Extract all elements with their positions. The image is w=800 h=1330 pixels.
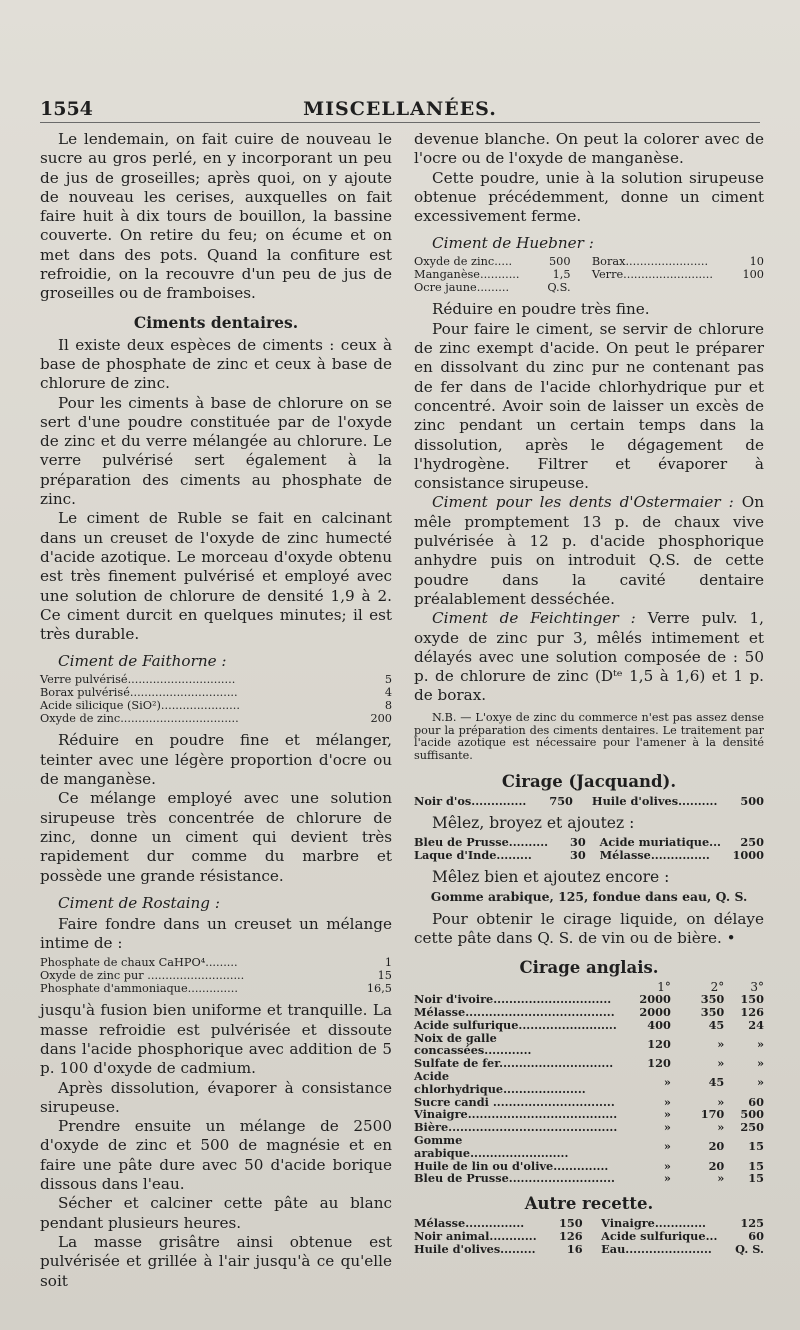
recipe-row [414, 849, 764, 862]
paragraph-ostermaier [414, 493, 764, 609]
page-header [40, 98, 760, 122]
recipe-row [414, 795, 764, 808]
cell: 126 [740, 1005, 764, 1020]
instruction-line: Mêlez, broyez et ajoutez : [432, 813, 635, 832]
recipe-table-cirage [414, 795, 764, 808]
left-column [40, 130, 392, 1291]
ingredient-qty: 4 [384, 686, 392, 700]
paragraph: Réduire en poudre fine et mélanger, teinter avec une légère proportion d'ocre ou de manganèse. [40, 731, 392, 789]
ingredient-qty: 1,5 [552, 268, 571, 282]
ingredient-name: Eau...................... [601, 1242, 712, 1257]
table-row [414, 1019, 764, 1032]
ingredient-name: Ocre jaune......... [414, 281, 510, 295]
paragraph: Prendre ensuite un mélange de 2500 d'oxyde de zinc et 500 de magnésie et en faire une pâte dure avec 50 d'acide borique dissous dans l'eau. [40, 1117, 392, 1194]
cell: » [756, 1056, 764, 1071]
cell: 350 [700, 1005, 725, 1020]
recipe-title-ostermaier: Ciment pour les dents d'Ostermaier : [432, 493, 734, 512]
ingredient-qty: 1000 [732, 847, 764, 862]
paragraph: Faire fondre dans un creuset un mélange intime de : [40, 914, 392, 953]
recipe-row [414, 836, 764, 849]
cell: 120 [647, 1056, 671, 1071]
recipe-table-huebner [414, 255, 764, 294]
paragraph: jusqu'à fusion bien uniforme et tranquille. La masse refroidie est pulvérisée et dissoute dans l'acide phosphorique avec addition de 5 p. 100 d'oxyde de cadmium. [40, 1001, 392, 1078]
ingredient-name [592, 281, 714, 294]
ingredient-name: Huile d'olives......... [414, 1242, 536, 1257]
ingredient-qty: 150 [559, 1216, 583, 1231]
recipe-title-rostaing: Ciment de Rostaing : [58, 893, 220, 912]
cell: » [717, 1120, 725, 1135]
paragraph: Le lendemain, on fait cuire de nouveau le sucre au gros perlé, en y incorporant un peu de jus de groseilles; après quoi, on y ajoute de nouveau les cerises, auxquelles on fait faire huit à dix tours de bouillon, la bassine couverte. On retire du feu; on écume et on met dans des pots. Quand la confiture est refroidie, on la recouvre d'un peu de jus de groseilles ou de framboises. [40, 130, 392, 303]
footnote: N.B. — L'oxye de zinc du commerce n'est pas assez dense pour la préparation des ciments dentaires. Le traitement par l'acide azotique est nécessaire pour l'amener à la densité suffisante. [414, 710, 764, 763]
paragraph: Ce mélange employé avec une solution sirupeuse très concentrée de chlorure de zinc, donne un ciment qui devient très rapidement dur comme du marbre et possède une grande résistance. [40, 789, 392, 885]
paragraph: devenue blanche. On peut la colorer avec de l'ocre ou de l'oxyde de manganèse. [414, 130, 764, 168]
right-column [414, 130, 764, 1262]
ingredient-name: Phosphate d'ammoniaque.............. [40, 982, 238, 996]
ingredient-qty: 8 [384, 699, 392, 713]
paragraph: Cette poudre, unie à la solution sirupeuse obtenue précédemment, donne un ciment excessivement ferme. [414, 168, 764, 226]
table-row [414, 1121, 764, 1134]
ingredient-name: Sulfate de fer............................. [414, 1056, 614, 1071]
recipe-table-cirage-anglais [414, 981, 764, 1186]
ingredient-qty: 750 [549, 793, 573, 808]
ingredient-qty: 1 [384, 956, 392, 970]
table-row [414, 1134, 764, 1160]
column-header: 2° [710, 979, 725, 994]
table-row [414, 1057, 764, 1070]
ingredient-name: Mélasse...................................... [414, 1005, 615, 1020]
cell: » [663, 1120, 671, 1135]
ingredient-qty: 16,5 [366, 982, 392, 996]
page-number: 1554 [40, 98, 93, 120]
ingredient-qty: 30 [570, 834, 586, 849]
ingredient-qty: 30 [570, 847, 586, 862]
recipe-row [40, 686, 392, 699]
cell: 120 [647, 1037, 671, 1052]
paragraph: La masse grisâtre ainsi obtenue est pulvérisée et grillée à l'air jusqu'à ce qu'elle soit [40, 1232, 392, 1290]
cell: 150 [740, 992, 764, 1007]
recipe-row [414, 1243, 764, 1256]
ingredient-name: Oxyde de zinc pur ........................... [40, 969, 245, 983]
recipe-title-huebner: Ciment de Huebner : [432, 234, 594, 253]
cell: 2000 [639, 1005, 671, 1020]
spacer [583, 1217, 602, 1230]
ingredient-name: Acide silicique (SiO²)...................... [40, 699, 240, 713]
cell: 24 [748, 1017, 764, 1032]
ingredient-name: Phosphate de chaux CaHPO⁴......... [40, 956, 238, 970]
recipe-row [40, 969, 392, 982]
cell: 60 [748, 1094, 764, 1109]
ingredient-name: Gomme arabique......................... [414, 1133, 569, 1160]
ingredient-name: Oxyde de zinc..... [414, 255, 513, 269]
table-row [414, 1070, 764, 1096]
cell: 15 [748, 1171, 764, 1186]
spacer [571, 255, 592, 268]
recipe-row [40, 712, 392, 725]
cell: » [717, 1037, 725, 1052]
paragraph: Après dissolution, évaporer à consistance sirupeuse. [40, 1078, 392, 1116]
ingredient-qty [714, 281, 764, 294]
section-heading-autre-recette: Autre recette. [524, 1194, 654, 1214]
ingredient-name: Mélasse............... [599, 847, 710, 862]
table-row [414, 1172, 764, 1185]
column-header: 3° [750, 979, 764, 994]
table-row [414, 1032, 764, 1058]
recipe-row [40, 982, 392, 995]
ingredient-qty: 60 [748, 1229, 764, 1244]
paragraph: Pour faire le ciment, se servir de chlorure de zinc exempt d'acide. On peut le préparer en dissolvant du zinc pur ne contenant pas de fer dans de l'acide chlorhydrique pur et concentré. Avoir soin de laisser un excès de zinc pendant un certain temps dans la dissolution, après le dégagement de l'hydrogène. Filtrer et évaporer à consistance sirupeuse. [414, 319, 764, 493]
spacer [571, 268, 592, 281]
ingredient-qty: 500 [548, 255, 571, 269]
spacer [586, 849, 600, 862]
instruction-gomme: Gomme arabique, 125, fondue dans eau, Q. S. [430, 888, 748, 904]
ingredient-qty: 10 [749, 255, 764, 269]
recipe-title-feichtinger: Ciment de Feichtinger : [432, 609, 636, 628]
ingredient-name: Vinaigre...................................... [414, 1107, 618, 1122]
cell: 45 [708, 1017, 725, 1032]
ingredient-name: Noix de galle concassées............ [414, 1030, 532, 1058]
cell: 2000 [639, 992, 671, 1007]
cell: » [663, 1075, 671, 1090]
ingredient-name: Bleu de Prusse........................... [414, 1171, 615, 1186]
cell: 350 [700, 992, 725, 1007]
ingredient-name: Bière........................................... [414, 1120, 618, 1135]
ingredient-name: Acide muriatique... [599, 834, 721, 849]
ingredient-qty: 16 [566, 1242, 583, 1257]
paragraph-text: Verre pulv. 1, oxyde de zinc pur 3, mêlés intimement et délayés avec une solution composée de : 50 p. de chlorure de zinc (Dᵗᵉ 1,5 à 1,6) et 1 p. de borax. [414, 609, 764, 705]
spacer [586, 836, 600, 849]
ingredient-name: Noir animal............ [414, 1229, 537, 1244]
cell: 170 [700, 1107, 725, 1122]
ingredient-name: Vinaigre............. [601, 1216, 706, 1231]
ingredient-name: Acide chlorhydrique..................... [414, 1069, 586, 1096]
paragraph: Le ciment de Ruble se fait en calcinant dans un creuset de l'oxyde de zinc humecté d'acide azotique. Le morceau d'oxyde obtenu est très finement pulvérisé et employé avec une solution de chlorure de densité 1,9 à 2. Ce ciment durcit en quelques minutes; il est très durable. [40, 509, 392, 644]
cell: 20 [708, 1139, 725, 1154]
ingredient-name: Manganèse........... [414, 268, 520, 282]
ingredient-name: Verre......................... [591, 268, 713, 282]
section-heading-cirage-anglais: Cirage anglais. [519, 957, 659, 977]
ingredient-name: Sucre candi ............................... [414, 1094, 615, 1109]
ingredient-qty: 126 [559, 1229, 583, 1244]
ingredient-name: Mélasse............... [414, 1216, 525, 1231]
header-rule [40, 122, 760, 123]
cell: » [756, 1037, 764, 1052]
recipe-table-rostaing [40, 956, 392, 995]
instruction-line: Mêlez bien et ajoutez encore : [432, 867, 670, 886]
recipe-row [40, 673, 392, 686]
cell: » [663, 1094, 671, 1109]
section-heading-ciments: Ciments dentaires. [133, 312, 299, 332]
paragraph: Il existe deux espèces de ciments : ceux à base de phosphate de zinc et ceux à base de chlorure de zinc. [40, 335, 392, 393]
ingredient-qty: Q. S. [735, 1242, 764, 1257]
ingredient-qty: 250 [740, 834, 764, 849]
ingredient-qty: Q.S. [547, 281, 571, 295]
column-header: 1° [657, 979, 671, 994]
paragraph-text: On mêle promptement 13 p. de chaux vive pulvérisée à 12 p. d'acide phosphorique anhydre puis on introduit Q.S. de cette poudre dans la cavité dentaire préalablement desséchée. [414, 493, 764, 608]
ingredient-name: Borax....................... [591, 255, 709, 269]
cell: 45 [708, 1075, 725, 1090]
cell: 400 [647, 1017, 671, 1032]
ingredient-qty: 200 [370, 712, 392, 726]
cell: » [663, 1158, 671, 1173]
ingredient-name: Huile d'olives.......... [591, 793, 718, 808]
ingredient-name: Huile de lin ou d'olive.............. [414, 1158, 609, 1173]
recipe-row [40, 956, 392, 969]
ingredient-name: Bleu de Prusse.......... [414, 834, 549, 849]
ingredient-qty: 100 [742, 268, 764, 282]
recipe-title-faithorne: Ciment de Faithorne : [58, 652, 227, 671]
paragraph: Sécher et calciner cette pâte au blanc pendant plusieurs heures. [40, 1194, 392, 1232]
paragraph: Pour obtenir le cirage liquide, on délaye cette pâte dans Q. S. de vin ou de bière. • [414, 909, 764, 948]
ingredient-name: Borax pulvérisé.............................. [40, 686, 238, 700]
paragraph: Pour les ciments à base de chlorure on se sert d'une poudre constituée par de l'oxyde de zinc et du verre mélangée au chlorure. Le verre pulvérisé sert également à la préparation des ciments au phosphate de zinc. [40, 393, 392, 509]
cell: » [663, 1107, 671, 1122]
ingredient-name: Acide sulfurique... [601, 1229, 718, 1244]
ingredient-qty: 125 [740, 1216, 764, 1231]
running-title: MISCELLANÉES. [303, 98, 497, 120]
recipe-table-cirage-2 [414, 836, 764, 862]
cell: » [717, 1171, 725, 1186]
ingredient-name: Laque d'Inde......... [414, 847, 532, 862]
cell: 500 [740, 1107, 764, 1122]
ingredient-name: Acide sulfurique......................... [414, 1017, 617, 1032]
spacer [571, 281, 592, 294]
ingredient-qty: 5 [384, 673, 392, 687]
table-row [414, 1006, 764, 1019]
cell: » [717, 1056, 725, 1071]
ingredient-name: Noir d'ivoire.............................. [414, 992, 612, 1007]
ingredient-qty: 500 [740, 793, 764, 808]
cell: 250 [740, 1120, 764, 1135]
paragraph: Réduire en poudre très fine. [432, 300, 650, 319]
cell: » [663, 1171, 671, 1186]
spacer [583, 1230, 602, 1243]
recipe-table-autre [414, 1217, 764, 1256]
paragraph-feichtinger [414, 609, 764, 705]
recipe-row [414, 255, 764, 268]
cell: » [756, 1075, 764, 1090]
ingredient-name: Verre pulvérisé.............................. [40, 673, 236, 687]
recipe-row [414, 281, 764, 294]
ingredient-name: Oxyde de zinc................................. [40, 712, 239, 726]
spacer [583, 1243, 602, 1256]
cell: 20 [708, 1158, 725, 1173]
cell: 15 [748, 1158, 764, 1173]
ingredient-qty: 15 [377, 969, 392, 983]
ingredient-name: Noir d'os.............. [414, 793, 527, 808]
recipe-row [40, 699, 392, 712]
recipe-row [414, 268, 764, 281]
section-heading-cirage: Cirage (Jacquand). [501, 771, 677, 791]
cell: » [663, 1139, 671, 1154]
cell: 15 [748, 1139, 764, 1154]
recipe-table-faithorne [40, 673, 392, 725]
spacer [573, 795, 592, 808]
cell: » [717, 1094, 725, 1109]
